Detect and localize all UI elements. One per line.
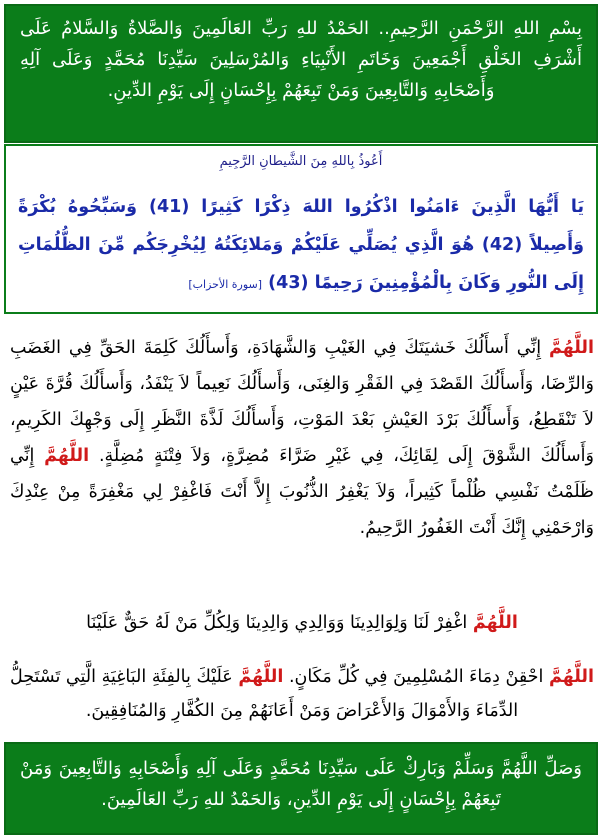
verse-42-text: وَسَبِّحُوهُ بُكْرَةً وَأَصِيلاً <box>18 197 584 255</box>
surah-reference: [سورة الأحزاب] <box>188 278 263 291</box>
supplication-paragraph <box>10 330 594 546</box>
dua-parents-line <box>10 608 594 638</box>
verse-43-text: هُوَ الَّذِي يُصَلِّي عَلَيْكُمْ وَمَلائِكَتُهُ لِيُخْرِجَكُم مِّنَ الظُّلُمَاتِ إِلَى النُّورِ وَكَانَ بِالْمُؤْمِنِينَ رَحِيمًا <box>18 235 584 293</box>
allahumma-word: اللَّهُمَّ <box>44 446 90 466</box>
dua-against-text: عَلَيْكَ بِالفِئَةِ البَاغِيَةِ الَّتِي تَسْتَحِلُّ الدِّمَاءَ وَالأَمْوَالَ وَالأَعْرَاضَ وَمَنْ أَعَانَهُمْ مِنَ الكُفَّارِ وَالمُنَافِقِينَ. <box>10 667 519 721</box>
allahumma-word: اللَّهُمَّ <box>548 667 594 687</box>
allahumma-word: اللَّهُمَّ <box>472 613 518 633</box>
quran-verses <box>18 188 584 304</box>
dua-blood-text: احْقِنْ دِمَاءَ المُسْلِمِينَ فِي كُلِّ مَكَانٍ. <box>288 667 544 687</box>
verse-42-number: (42) <box>481 235 523 255</box>
closing-text: وَصَلِّ اللَّهُمَّ وَسَلِّمْ وَبَارِكْ عَلَى سَيِّدِنَا مُحَمَّدٍ وَعَلَى آلِهِ وَأَصْحَابِهِ وَالتَّابِعِينَ وَمَنْ تَبِعَهُمْ بِإِحْسَانٍ إِلَى يَوْمِ الدِّينِ، وَالحَمْدُ للهِ رَبِّ العَالَمِينَ. <box>20 758 582 810</box>
opening-text: بِسْمِ اللهِ الرَّحْمَنِ الرَّحِيمِ.. الحَمْدُ للهِ رَبِّ العَالَمِينَ وَالصَّلاةُ وَالسَّلامُ عَلَى أَشْرَفِ الخَلْقِ أَجْمَعِينَ وَخَاتَمِ الأَنْبِيَاءِ وَالمُرْسَلِينَ سَيِّدِنَا مُحَمَّدٍ وَعَلَى آلِهِ وَأَصْحَابِهِ وَالتَّابِعِينَ وَمَنْ تَبِعَهُمْ بِإِحْسَانٍ إِلَى يَوْمِ الدِّينِ. <box>20 18 582 101</box>
verse-41-number: (41) <box>148 197 190 217</box>
supplication-text-2: إِنِّي ظَلَمْتُ نَفْسِي ظُلْماً كَثِيراً، وَلاَ يَغْفِرُ الذُّنُوبَ إِلاَّ أَنْتَ فَاغْفِرْ لِي مَغْفِرَةً مِنْ عِنْدِكَ وَارْحَمْنِي إِنَّكَ أَنْتَ الغَفُورُ الرَّحِيمُ. <box>10 446 594 538</box>
allahumma-word: اللَّهُمَّ <box>238 667 284 687</box>
supplication-text-1: إِنِّي أَسأَلُكَ خَشيَتَكَ فِي الغَيْبِ وَالشَّهَادَةِ، وَأَسأَلُكَ كَلِمَةَ الحَقِّ فِي الغَضَبِ وَالرِّضَا، وَأَسأَلُكَ القَصْدَ فِي الفَقْرِ وَالغِنَى، وَأَسأَلُكَ نَعِيماً لاَ يَنْفَدُ، وَأَسأَلُكَ قُرَّةَ عَيْنٍ لاَ تَنْقَطِعُ، وَأَسأَلُكَ بَرْدَ العَيْشِ بَعْدَ المَوْتِ، وَأَسأَلُكَ لَذَّةَ النَّظَرِ إِلَى وَجْهِكَ الكَرِيمِ، وَأَسأَلُكَ الشَّوْقَ إِلَى لِقَائِكَ، فِي غَيْرِ ضَرَّاءَ مُضِرَّةٍ، وَلاَ فِتْنَةٍ مُضِلَّةٍ. <box>10 338 594 466</box>
audhu-line: أَعُوذُ بِاللهِ مِنَ الشَّيطانِ الرَّجِيمِ <box>219 154 383 169</box>
closing-banner <box>4 742 598 835</box>
dua-parents-text: اغْفِرْ لَنَا وَلِوَالِدِينَا وَوَالِدِي وَالِدِينَا وَلِكُلِّ مَنْ لَهُ حَقٌّ عَلَيْنَا <box>86 613 468 633</box>
dua-muslims-paragraph <box>10 660 594 728</box>
allahumma-word: اللَّهُمَّ <box>548 338 594 358</box>
opening-banner <box>4 4 598 143</box>
quran-box <box>4 144 598 314</box>
verse-43-number: (43) <box>268 273 309 293</box>
verse-41-text: يَا أَيُّهَا الَّذِينَ ءَامَنُوا اذْكُرُوا اللهَ ذِكْرًا كَثِيرًا <box>201 197 585 217</box>
